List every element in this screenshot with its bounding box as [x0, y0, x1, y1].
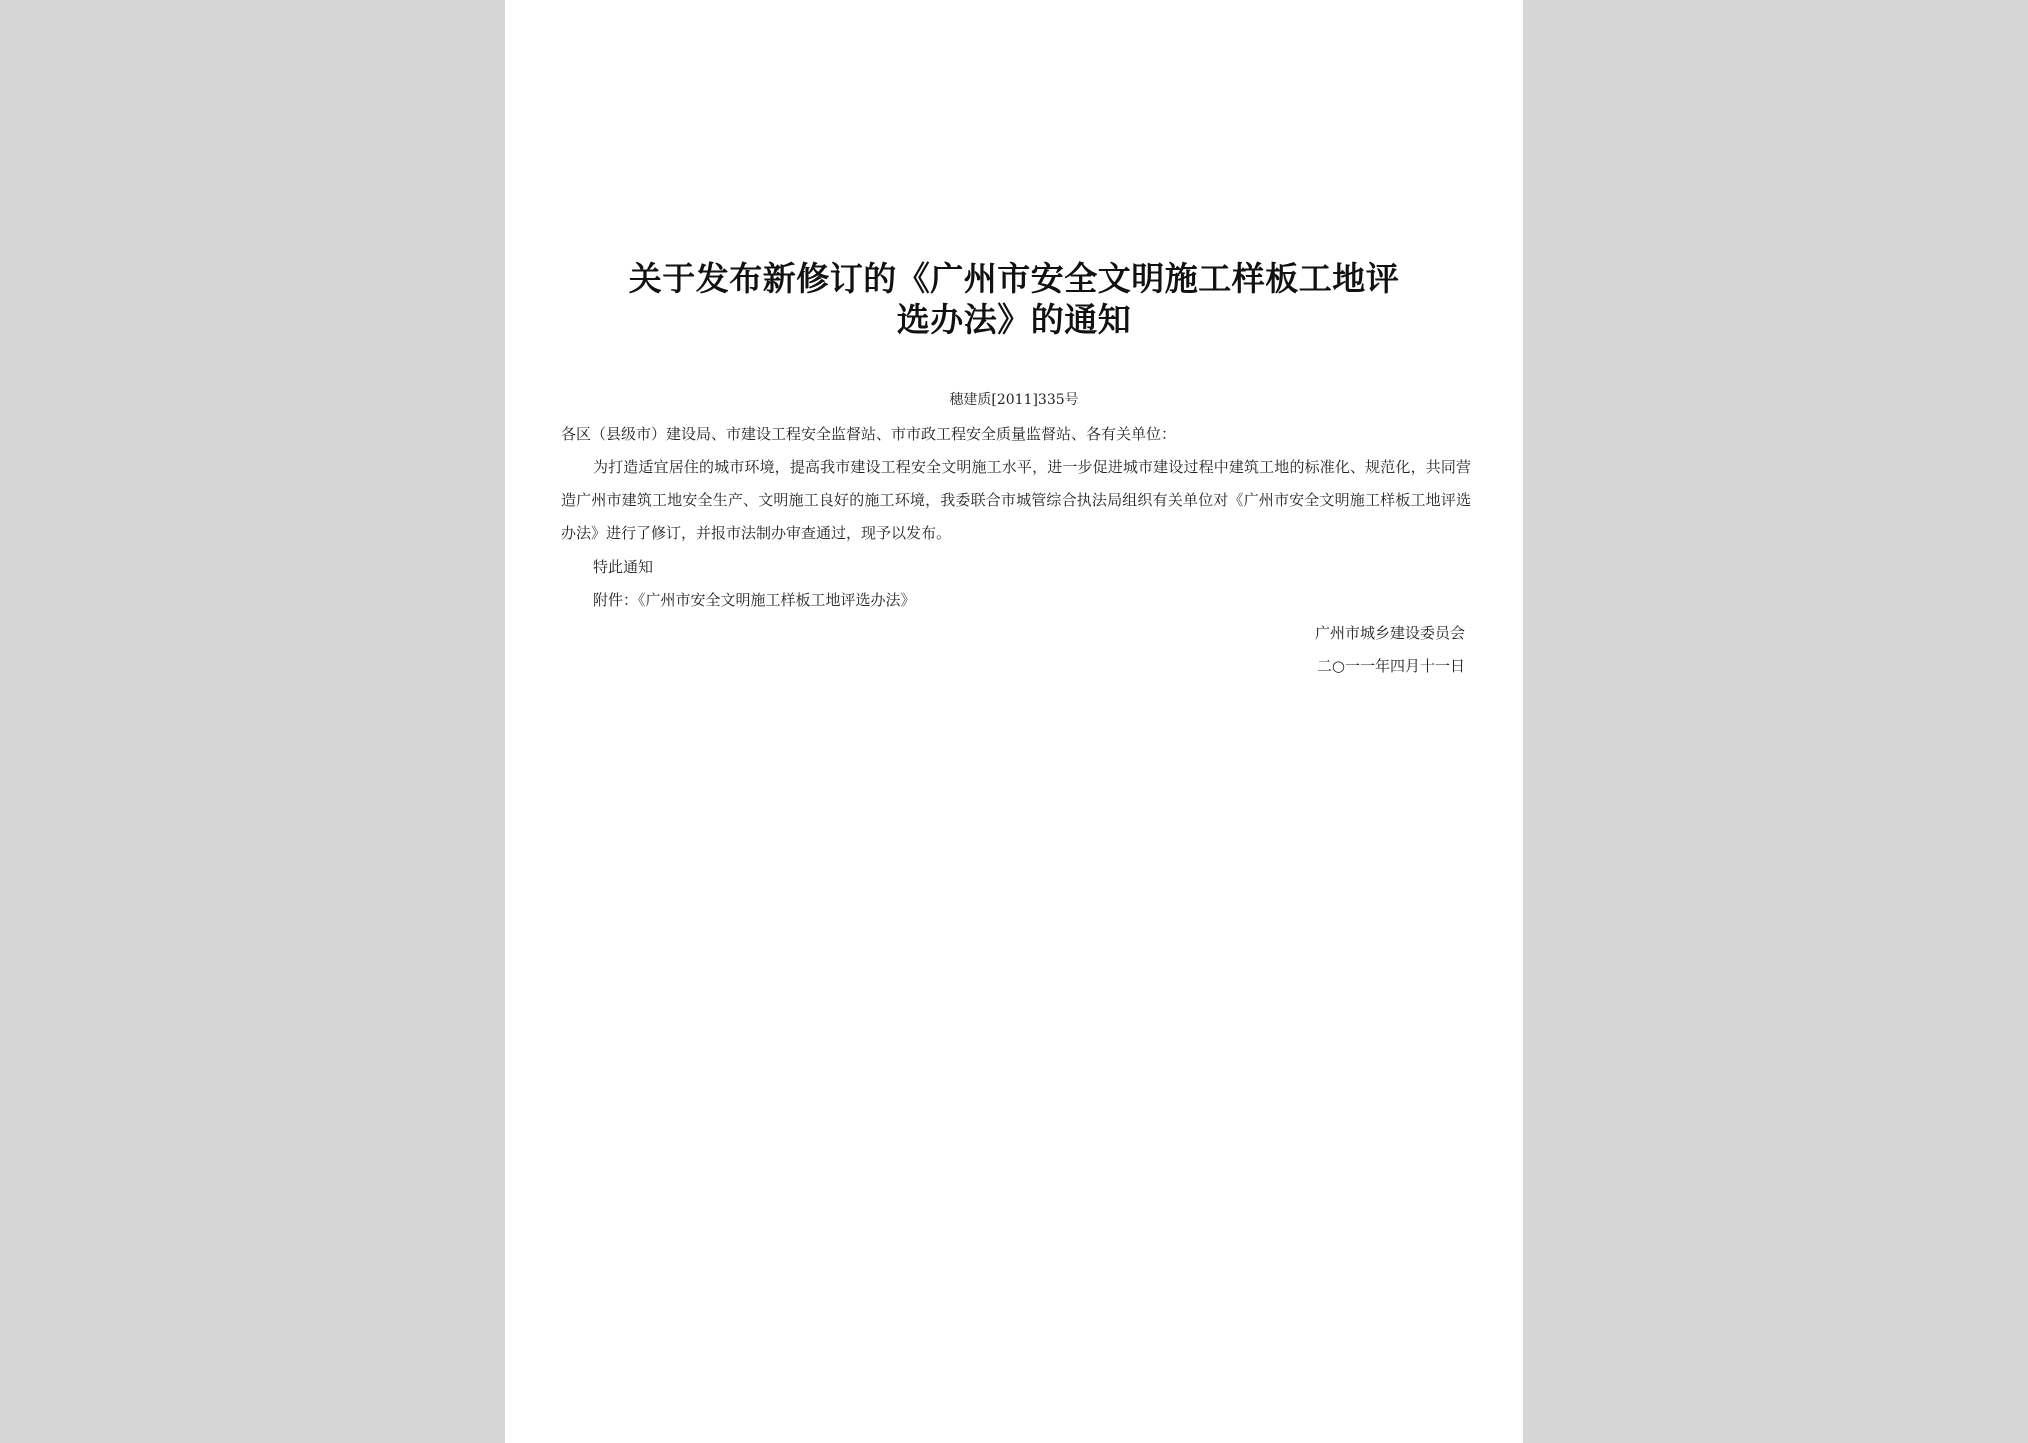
attachment-line: 附件：《广州市安全文明施工样板工地评选办法》	[593, 591, 916, 609]
title-line-1: 关于发布新修订的《广州市安全文明施工样板工地评	[628, 259, 1400, 298]
document-page	[505, 0, 1523, 1443]
closing-line: 特此通知	[593, 558, 654, 576]
body-paragraph: 为打造适宜居住的城市环境，提高我市建设工程安全文明施工水平，进一步促进城市建设过程中建筑工地的标准化、规范化，共同营造广州市建筑工地安全生产、文明施工良好的施工环境，我委联合市城管综合执法局组织有关单位对《广州市安全文明施工样板工地评选办法》进行了修订，并报市法制办审查通过，现予以发布。	[561, 458, 1471, 542]
addressee: 各区（县级市）建设局、市建设工程安全监督站、市市政工程安全质量监督站、各有关单位：	[561, 425, 1177, 443]
document-number: 穗建质[2011]335号	[949, 392, 1079, 408]
document-title	[575, 258, 1453, 340]
title-line-2: 选办法》的通知	[896, 300, 1132, 339]
signer: 广州市城乡建设委员会	[1314, 624, 1465, 642]
issue-date: 二○一一年四月十一日	[1316, 657, 1465, 675]
